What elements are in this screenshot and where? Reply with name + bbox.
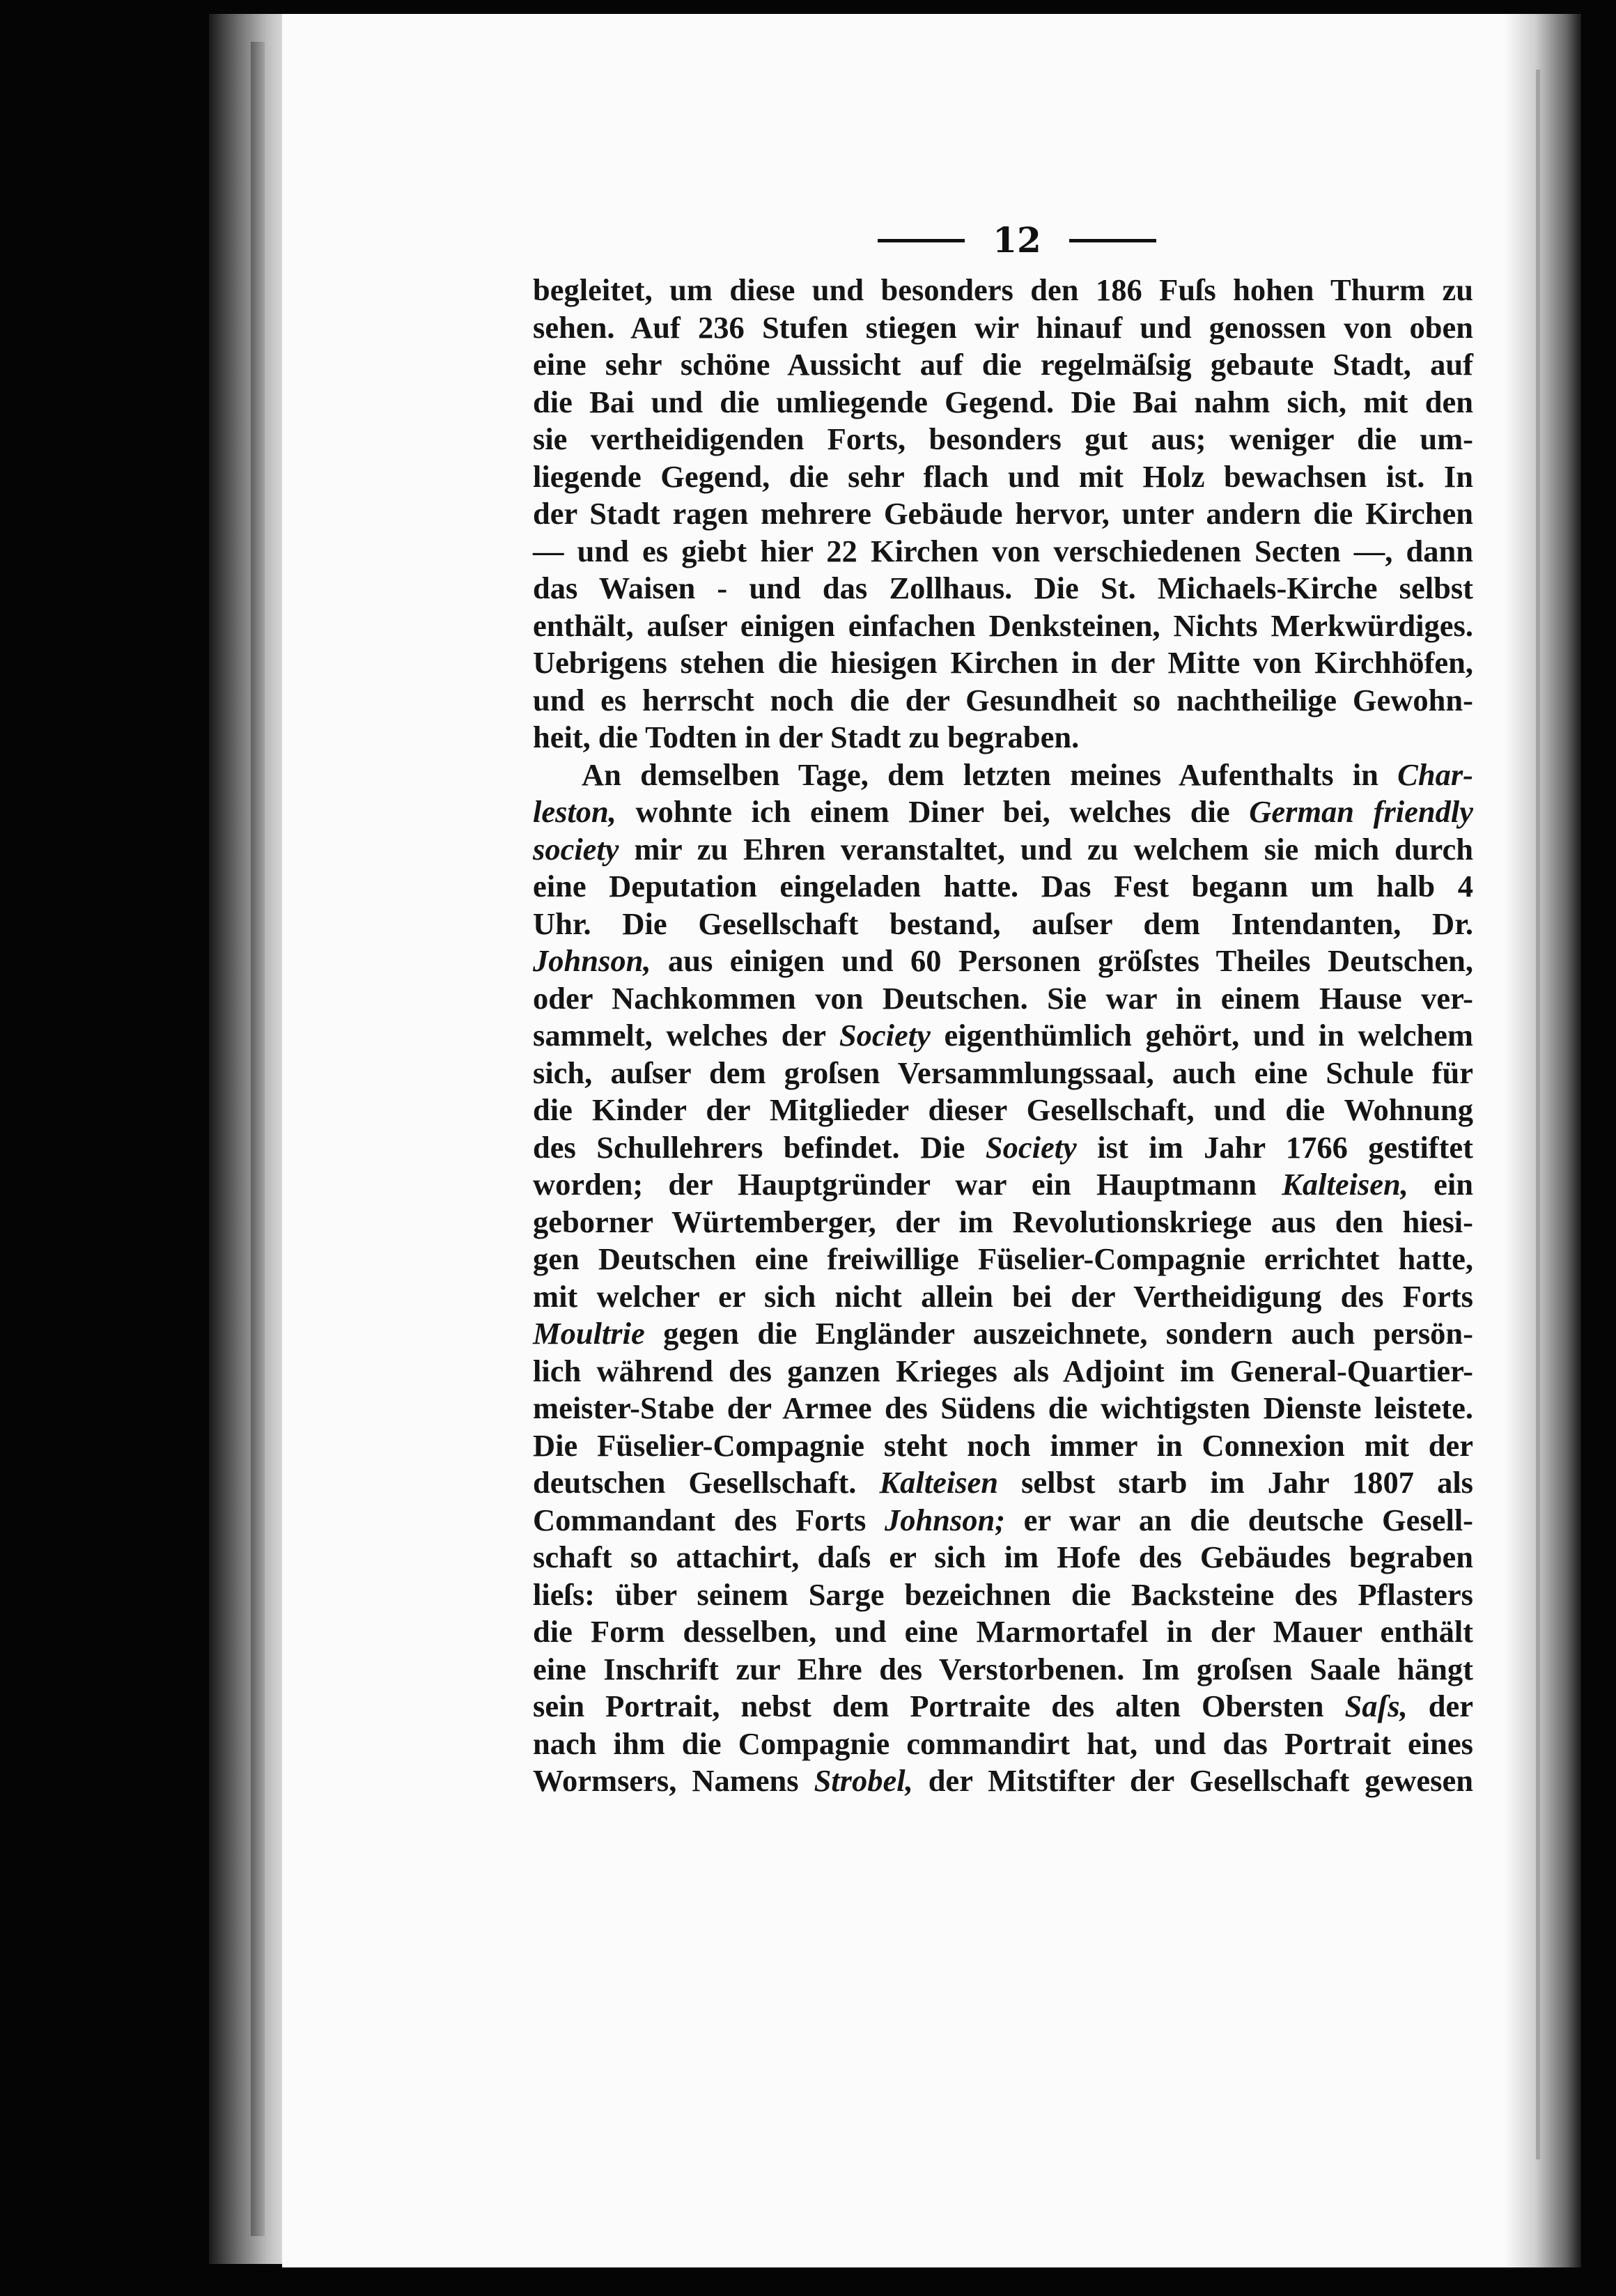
text-line: sein Portrait, nebst dem Portraite des alten Obersten Saſs, der <box>533 1689 1473 1723</box>
text-line: enthält, auſser einigen einfachen Denksteinen, Nichts Merkwürdiges. <box>533 607 1473 643</box>
text-line: worden; der Hauptgründer war ein Hauptmann Kalteisen, ein <box>533 1167 1473 1202</box>
page-header <box>878 219 1156 261</box>
text-line: die Form desselben, und eine Marmortafel in der Mauer enthält <box>533 1614 1473 1649</box>
text-line: An demselben Tage, dem letzten meines Aufenthalts in Char- <box>582 757 1473 792</box>
text-line: Wormsers, Namens Strobel, der Mitstifter der Gesellschaft gewesen <box>533 1763 1473 1798</box>
text-line: die Bai und die umliegende Gegend. Die Bai nahm sich, mit den <box>533 384 1473 419</box>
text-line: sehen. Auf 236 Stufen stiegen wir hinauf und genossen von oben <box>533 309 1473 345</box>
text-line: — und es giebt hier 22 Kirchen von verschiedenen Secten —, dann <box>533 533 1473 568</box>
text-line: gen Deutschen eine freiwillige Füselier-Compagnie errichtet hatte, <box>533 1241 1473 1276</box>
text-line: geborner Würtemberger, der im Revolutionskriege aus den hiesi- <box>533 1204 1473 1239</box>
text-line: lich während des ganzen Krieges als Adjoint im General-Quartier- <box>533 1353 1473 1388</box>
page-number: 12 <box>993 219 1041 261</box>
page-right-shadow <box>1505 14 1581 2267</box>
header-rule-left <box>878 239 965 242</box>
text-line: oder Nachkommen von Deutschen. Sie war in einem Hause ver- <box>533 980 1473 1016</box>
text-line: heit, die Todten in der Stadt zu begraben. <box>533 720 1080 754</box>
text-line: Uebrigens stehen die hiesigen Kirchen in der Mitte von Kirchhöfen, <box>533 645 1473 680</box>
text-line: society mir zu Ehren veranstaltet, und zu welchem sie mich durch <box>533 831 1473 867</box>
text-line: eine sehr schöne Aussicht auf die regelmäſsig gebaute Stadt, auf <box>533 347 1473 382</box>
text-line: mit welcher er sich nicht allein bei der Vertheidigung des Forts <box>533 1278 1473 1314</box>
text-line: das Waisen - und das Zollhaus. Die St. Michaels-Kirche selbst <box>533 571 1473 605</box>
text-line: der Stadt ragen mehrere Gebäude hervor, unter andern die Kirchen <box>533 496 1473 531</box>
page-fold-edge <box>251 42 265 2236</box>
text-line: schaft so attachirt, daſs er sich im Hofe des Gebäudes begraben <box>533 1539 1473 1574</box>
text-line: Uhr. Die Gesellschaft bestand, auſser dem Intendanten, Dr. <box>533 906 1473 941</box>
body-text <box>533 272 1473 1800</box>
text-line: des Schullehrers befindet. Die Society ist im Jahr 1766 gestiftet <box>533 1129 1474 1165</box>
text-line: sie vertheidigenden Forts, besonders gut aus; weniger die um- <box>533 421 1473 456</box>
text-line: Commandant des Forts Johnson; er war an die deutsche Gesell- <box>533 1502 1473 1537</box>
text-line: nach ihm die Compagnie commandirt hat, und das Portrait eines <box>533 1725 1473 1761</box>
text-line: Moultrie gegen die Engländer auszeichnete, sondern auch persön- <box>533 1316 1473 1351</box>
page-right-streak <box>1536 70 1540 2159</box>
text-line: liegende Gegend, die sehr flach und mit Holz bewachsen ist. In <box>533 458 1473 494</box>
text-line: sammelt, welches der Society eigenthümlich gehört, und in welchem <box>533 1018 1473 1053</box>
text-line: meister-Stabe der Armee des Südens die wichtigsten Dienste leistete. <box>533 1390 1473 1425</box>
text-line: deutschen Gesellschaft. Kalteisen selbst starb im Jahr 1807 als <box>533 1465 1473 1500</box>
text-line: und es herrscht noch die der Gesundheit so nachtheilige Gewohn- <box>533 682 1473 718</box>
text-line: Die Füselier-Compagnie steht noch immer in Connexion mit der <box>533 1427 1473 1463</box>
text-line: eine Deputation eingeladen hatte. Das Fest begann um halb 4 <box>533 869 1473 903</box>
text-line: eine Inschrift zur Ehre des Verstorbenen. Im groſsen Saale hängt <box>533 1651 1473 1686</box>
text-line: begleitet, um diese und besonders den 186 Fuſs hohen Thurm zu <box>533 272 1473 307</box>
text-line: sich, auſser dem groſsen Versammlungssaal, auch eine Schule für <box>533 1055 1473 1090</box>
text-line: lieſs: über seinem Sarge bezeichnen die Backsteine des Pflasters <box>533 1576 1473 1612</box>
text-line: die Kinder der Mitglieder dieser Gesellschaft, und die Wohnung <box>533 1092 1473 1127</box>
header-rule-right <box>1069 239 1156 242</box>
text-line: Johnson, aus einigen und 60 Personen gröſstes Theiles Deutschen, <box>533 943 1473 978</box>
text-line: leston, wohnte ich einem Diner bei, welches die German friendly <box>533 794 1474 829</box>
